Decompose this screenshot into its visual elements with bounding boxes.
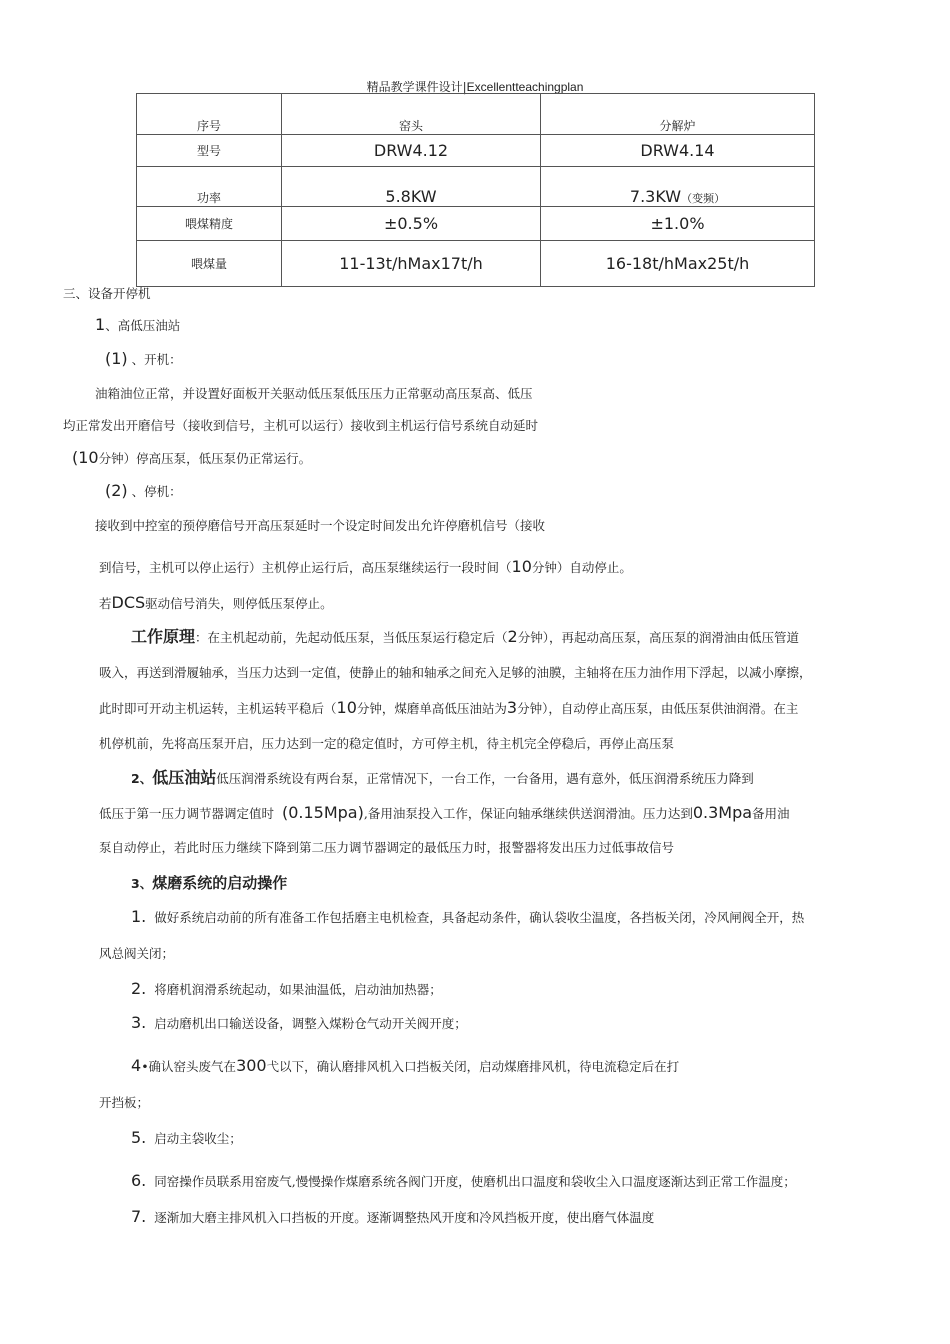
paragraph-line: 均正常发出开磨信号（接收到信号，主机可以运行）接收到主机运行信号系统自动延时 [63, 418, 539, 433]
table-cell: DRW4.12 [282, 135, 541, 167]
subsection-title: 3、煤磨系统的启动操作 [131, 874, 288, 892]
paragraph-line: 接收到中控室的预停磨信号开高压泵延时一个设定时间发出允许停磨机信号（接收 [95, 518, 546, 533]
table-cell: DRW4.14 [541, 135, 815, 167]
list-item: 风总阀关闭； [99, 946, 175, 961]
paragraph-line: 到信号，主机可以停止运行）主机停止运行后，高压泵继续运行一段时间（10分钟）自动停止。 [99, 557, 632, 576]
table-cell: 7.3KW（变频） [541, 167, 815, 207]
row-label: 型号 [137, 135, 282, 167]
table-cell: 5.8KW [282, 167, 541, 207]
table-row [137, 207, 815, 241]
paragraph-line: 低压于第一压力调节器调定值时 (0.15Mpa),备用油泵投入工作，保证向轴承继续供送润滑油。压力达到0.3Mpa备用油 [99, 803, 790, 822]
paragraph-line: 2、低压油站低压润滑系统设有两台泵，正常情况下，一台工作，一台备用，遇有意外，低压润滑系统压力降到 [131, 768, 754, 787]
table-header-cell: 序号 [137, 94, 282, 135]
row-label: 喂煤精度 [137, 207, 282, 241]
section-title: 三、设备开停机 [63, 286, 151, 301]
list-item: 2. 将磨机润滑系统起动，如果油温低，启动油加热器； [131, 979, 442, 998]
page-header: 精品教学课件设计|Excellentteachingplan [366, 80, 584, 94]
paragraph-line: 泵自动停止，若此时压力继续下降到第二压力调节器调定的最低压力时，报警器将发出压力过低事故信号 [99, 840, 675, 855]
paragraph-line: 机停机前，先将高压泵开启，压力达到一定的稳定值时，方可停主机，待主机完全停稳后，再停止高压泵 [99, 736, 675, 751]
row-label: 功率 [137, 167, 282, 207]
table-row [137, 135, 815, 167]
list-item: 6. 同窑操作员联系用窑废气,慢慢操作煤磨系统各阀门开度，使磨机出口温度和袋收尘入口温度逐渐达到正常工作温度； [131, 1171, 796, 1190]
list-item: 开挡板； [99, 1095, 150, 1110]
paragraph-line: 工作原理：在主机起动前，先起动低压泵，当低压泵运行稳定后（2分钟），再起动高压泵，高压泵的润滑油由低压管道 [131, 627, 799, 646]
subsection-title: (1) 、开机： [105, 349, 182, 368]
table-row [137, 167, 815, 207]
table-row [137, 94, 815, 135]
list-item: 3. 启动磨机出口输送设备，调整入煤粉仓气动开关阀开度； [131, 1013, 467, 1032]
row-label: 喂煤量 [137, 241, 282, 287]
paragraph-line: 此时即可开动主机运转，主机运转平稳后（10分钟，煤磨单高低压油站为3分钟），自动停止高压泵，由低压泵供油润滑。在主 [99, 698, 799, 717]
table-cell: 11-13t/hMax17t/h [282, 241, 541, 287]
list-item: 5. 启动主袋收尘； [131, 1128, 242, 1147]
list-item: 4•确认窑头废气在300弋以下，确认磨排风机入口挡板关闭，启动煤磨排风机，待电流稳定后在打 [131, 1056, 680, 1075]
subsection-title: (2) 、停机： [105, 481, 182, 500]
equipment-spec-table [136, 93, 815, 287]
paragraph-line: 油箱油位正常，并设置好面板开关驱动低压泵低压压力正常驱动高压泵高、低压 [95, 386, 533, 401]
table-cell: ±1.0% [541, 207, 815, 241]
table-header-cell: 窑头 [282, 94, 541, 135]
table-row [137, 241, 815, 287]
list-item: 1. 做好系统启动前的所有准备工作包括磨主电机检查，具备起动条件，确认袋收尘温度，各挡板关闭，冷风闸阀全开，热 [131, 907, 805, 926]
subsection-title: 1、高低压油站 [95, 315, 181, 334]
table-cell: 16-18t/hMax25t/h [541, 241, 815, 287]
table-header-cell: 分解炉 [541, 94, 815, 135]
principle-title: 工作原理 [131, 627, 196, 646]
list-item: 7. 逐渐加大磨主排风机入口挡板的开度。逐渐调整热风开度和冷风挡板开度，使出磨气体温度 [131, 1207, 655, 1226]
paragraph-line: (10分钟）停高压泵，低压泵仍正常运行。 [72, 448, 312, 467]
paragraph-line: 若DCS驱动信号消失，则停低压泵停止。 [99, 593, 333, 612]
table-cell: ±0.5% [282, 207, 541, 241]
subsection-title: 低压油站 [152, 768, 217, 787]
paragraph-line: 吸入，再送到滑履轴承，当压力达到一定值，使静止的轴和轴承之间充入足够的油膜，主轴将在压力油作用下浮起，以减小摩擦， [99, 665, 812, 680]
